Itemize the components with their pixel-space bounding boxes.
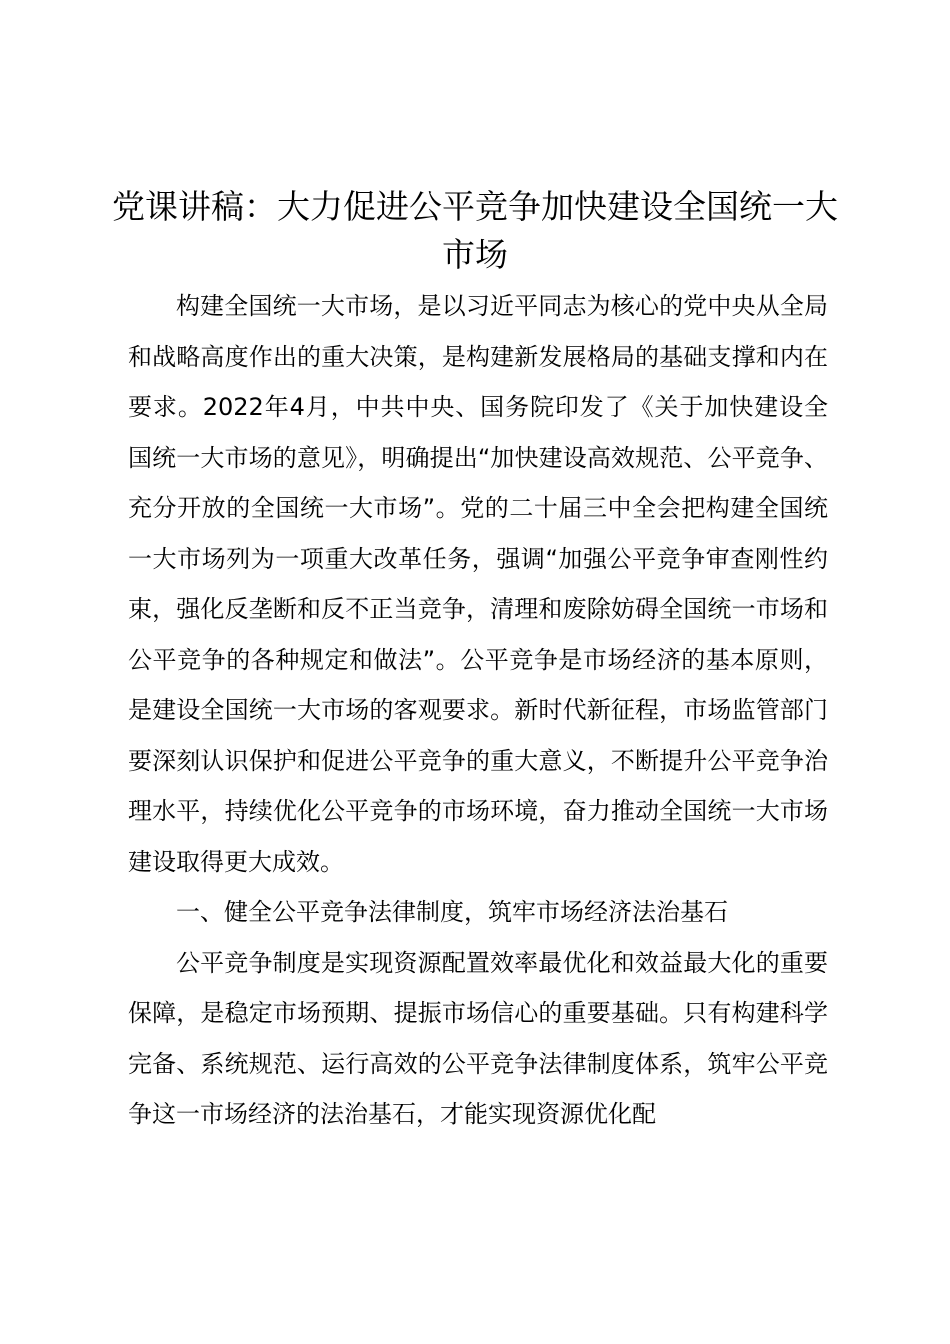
document-title: 党课讲稿：大力促进公平竞争加快建设全国统一大市场 [112,187,838,274]
section-paragraph: 公平竞争制度是实现资源配置效率最优化和效益最大化的重要保障，是稳定市场预期、提振市场信心的重要基础。只有构建科学完备、系统规范、运行高效的公平竞争法律制度体系，筑牢公平竞争这一市场经济的法治基石，才能实现资源优化配 [128,948,828,1128]
intro-paragraph: 构建全国统一大市场，是以习近平同志为核心的党中央从全局和战略高度作出的重大决策，是构建新发展格局的基础支撑和内在要求。2022年4月，中共中央、国务院印发了《关于加快建设全国统一大市场的意见》，明确提出“加快建设高效规范、公平竞争、充分开放的全国统一大市场”。党的二十届三中全会把构建全国统一大市场列为一项重大改革任务，强调“加强公平竞争审查刚性约束，强化反垄断和反不正当竞争，清理和废除妨碍全国统一市场和公平竞争的各种规定和做法”。公平竞争是市场经济的基本原则，是建设全国统一大市场的客观要求。新时代新征程，市场监管部门要深刻认识保护和促进公平竞争的重大意义，不断提升公平竞争治理水平，持续优化公平竞争的市场环境，奋力推动全国统一大市场建设取得更大成效。 [128,292,828,876]
section-heading: 一、健全公平竞争法律制度，筑牢市场经济法治基石 [176,898,728,926]
document-body [128,281,828,1140]
